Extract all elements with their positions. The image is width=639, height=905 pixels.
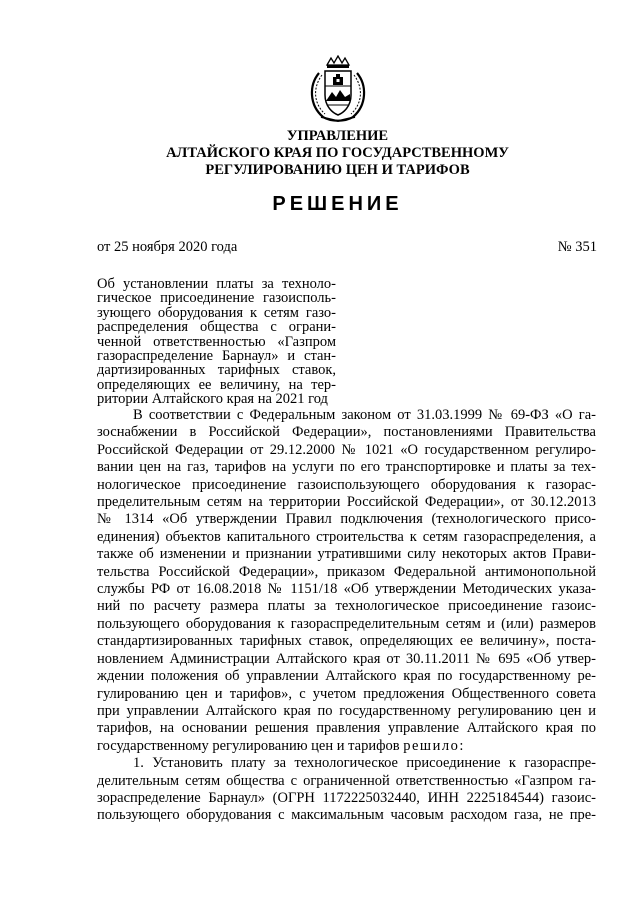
body-line: 1. Установить плату за технологическое присоединение к газораспре-: [133, 755, 596, 772]
body-line: вании цен на газ, тарифов на услуги по его транспортировке и платы за тех-: [97, 459, 596, 476]
body-line: тельства Российской Федерации», приказом Федеральной антимонопольной: [97, 563, 596, 580]
subject-line: Об установлении платы за техноло-: [97, 276, 336, 292]
document-date: от 25 ноября 2020 года: [97, 239, 238, 255]
body-line: Российской Федерации от 29.12.2000 № 1021 «О государственном регулиро-: [97, 441, 596, 458]
body-line: № 1314 «Об утверждении Правил подключения (технологического присо-: [97, 511, 596, 528]
body-line: гулированию цен и тарифов», с учетом предложения Общественного совета: [97, 685, 596, 702]
body-line: ний по расчету размера платы за технологическое присоединение газоис-: [97, 598, 596, 615]
body-line-decision: [97, 738, 596, 755]
document-type-text: РЕШЕНИЕ: [272, 193, 403, 215]
body-line: при управлении Алтайского края по государственному регулированию цен и: [97, 702, 596, 719]
body-line: В соответствии с Федеральным законом от 31.03.1999 № 69-ФЗ «О га-: [133, 407, 596, 423]
subject-line: дартизированных тарифных ставок,: [97, 362, 336, 379]
subject-line: ритории Алтайского края на 2021 год: [97, 391, 328, 408]
org-line-3: РЕГУЛИРОВАНИЮ ЦЕН И ТАРИФОВ: [205, 162, 470, 178]
body-line: пользующего оборудования к газораспределительным сетям и (или) размеров: [97, 615, 596, 632]
body-line: также об изменении и признании утратившими силу некоторых актов Прави-: [97, 546, 596, 563]
document-type-heading: [0, 193, 639, 216]
document-number: № 351: [557, 239, 597, 255]
body-line: новлением Администрации Алтайского края от 30.11.2011 № 695 «Об утвер-: [97, 650, 596, 667]
body-line: тарифов, на основании решения правления управление Алтайского края по: [97, 720, 596, 737]
altai-krai-coat-of-arms-icon: [305, 55, 371, 125]
body-line: пределительным сетям на территории Российской Федерации», от 30.12.2013: [97, 494, 596, 511]
decided-word: решило: [403, 737, 460, 754]
body-line: единения) объектов капитального строительства к сетям газораспределения, а: [97, 528, 596, 545]
body-line: пользующего оборудования с максимальным часовым расходом газа, не пре-: [97, 807, 596, 824]
subject-line: гическое присоединение газоисполь-: [97, 290, 336, 307]
body-line: делительным сетям общества с ограниченной ответственностью «Газпром га-: [97, 772, 596, 789]
decided-suffix: :: [459, 737, 464, 754]
subject-line: газораспределение Барнаул» и стан-: [97, 348, 336, 365]
subject-line: распределения общества с ограни-: [97, 319, 336, 336]
body-line-text: государственному регулированию цен и тарифов: [97, 737, 400, 754]
subject-line: зующего оборудования к сетям газо-: [97, 304, 336, 321]
org-line-1: УПРАВЛЕНИЕ: [286, 128, 389, 144]
subject-line: определяющих ее величину, на тер-: [97, 376, 336, 393]
body-line: службы РФ от 16.08.2018 № 1151/18 «Об утверждении Методических указа-: [97, 581, 596, 598]
body-line: зораспределение Барнаул» (ОГРН 1172225032440, ИНН 2225184544) газоис-: [97, 789, 596, 806]
body-line: стандартизированных тарифных ставок, определяющих ее величину», поста-: [97, 633, 596, 650]
body-line: нологическое присоединение газоиспользующего оборудования к газорас-: [97, 476, 596, 493]
issuing-authority: [0, 128, 639, 179]
subject-line: ченной ответственностью «Газпром: [97, 333, 336, 350]
document-body: [97, 407, 596, 825]
document-subject: [97, 277, 336, 407]
body-line: ждении положения об управлении Алтайского края по государственному ре-: [97, 668, 596, 685]
org-line-2: АЛТАЙСКОГО КРАЯ ПО ГОСУДАРСТВЕННОМУ: [166, 145, 509, 161]
body-line: зоснабжении в Российской Федерации», постановлениями Правительства: [97, 424, 596, 441]
